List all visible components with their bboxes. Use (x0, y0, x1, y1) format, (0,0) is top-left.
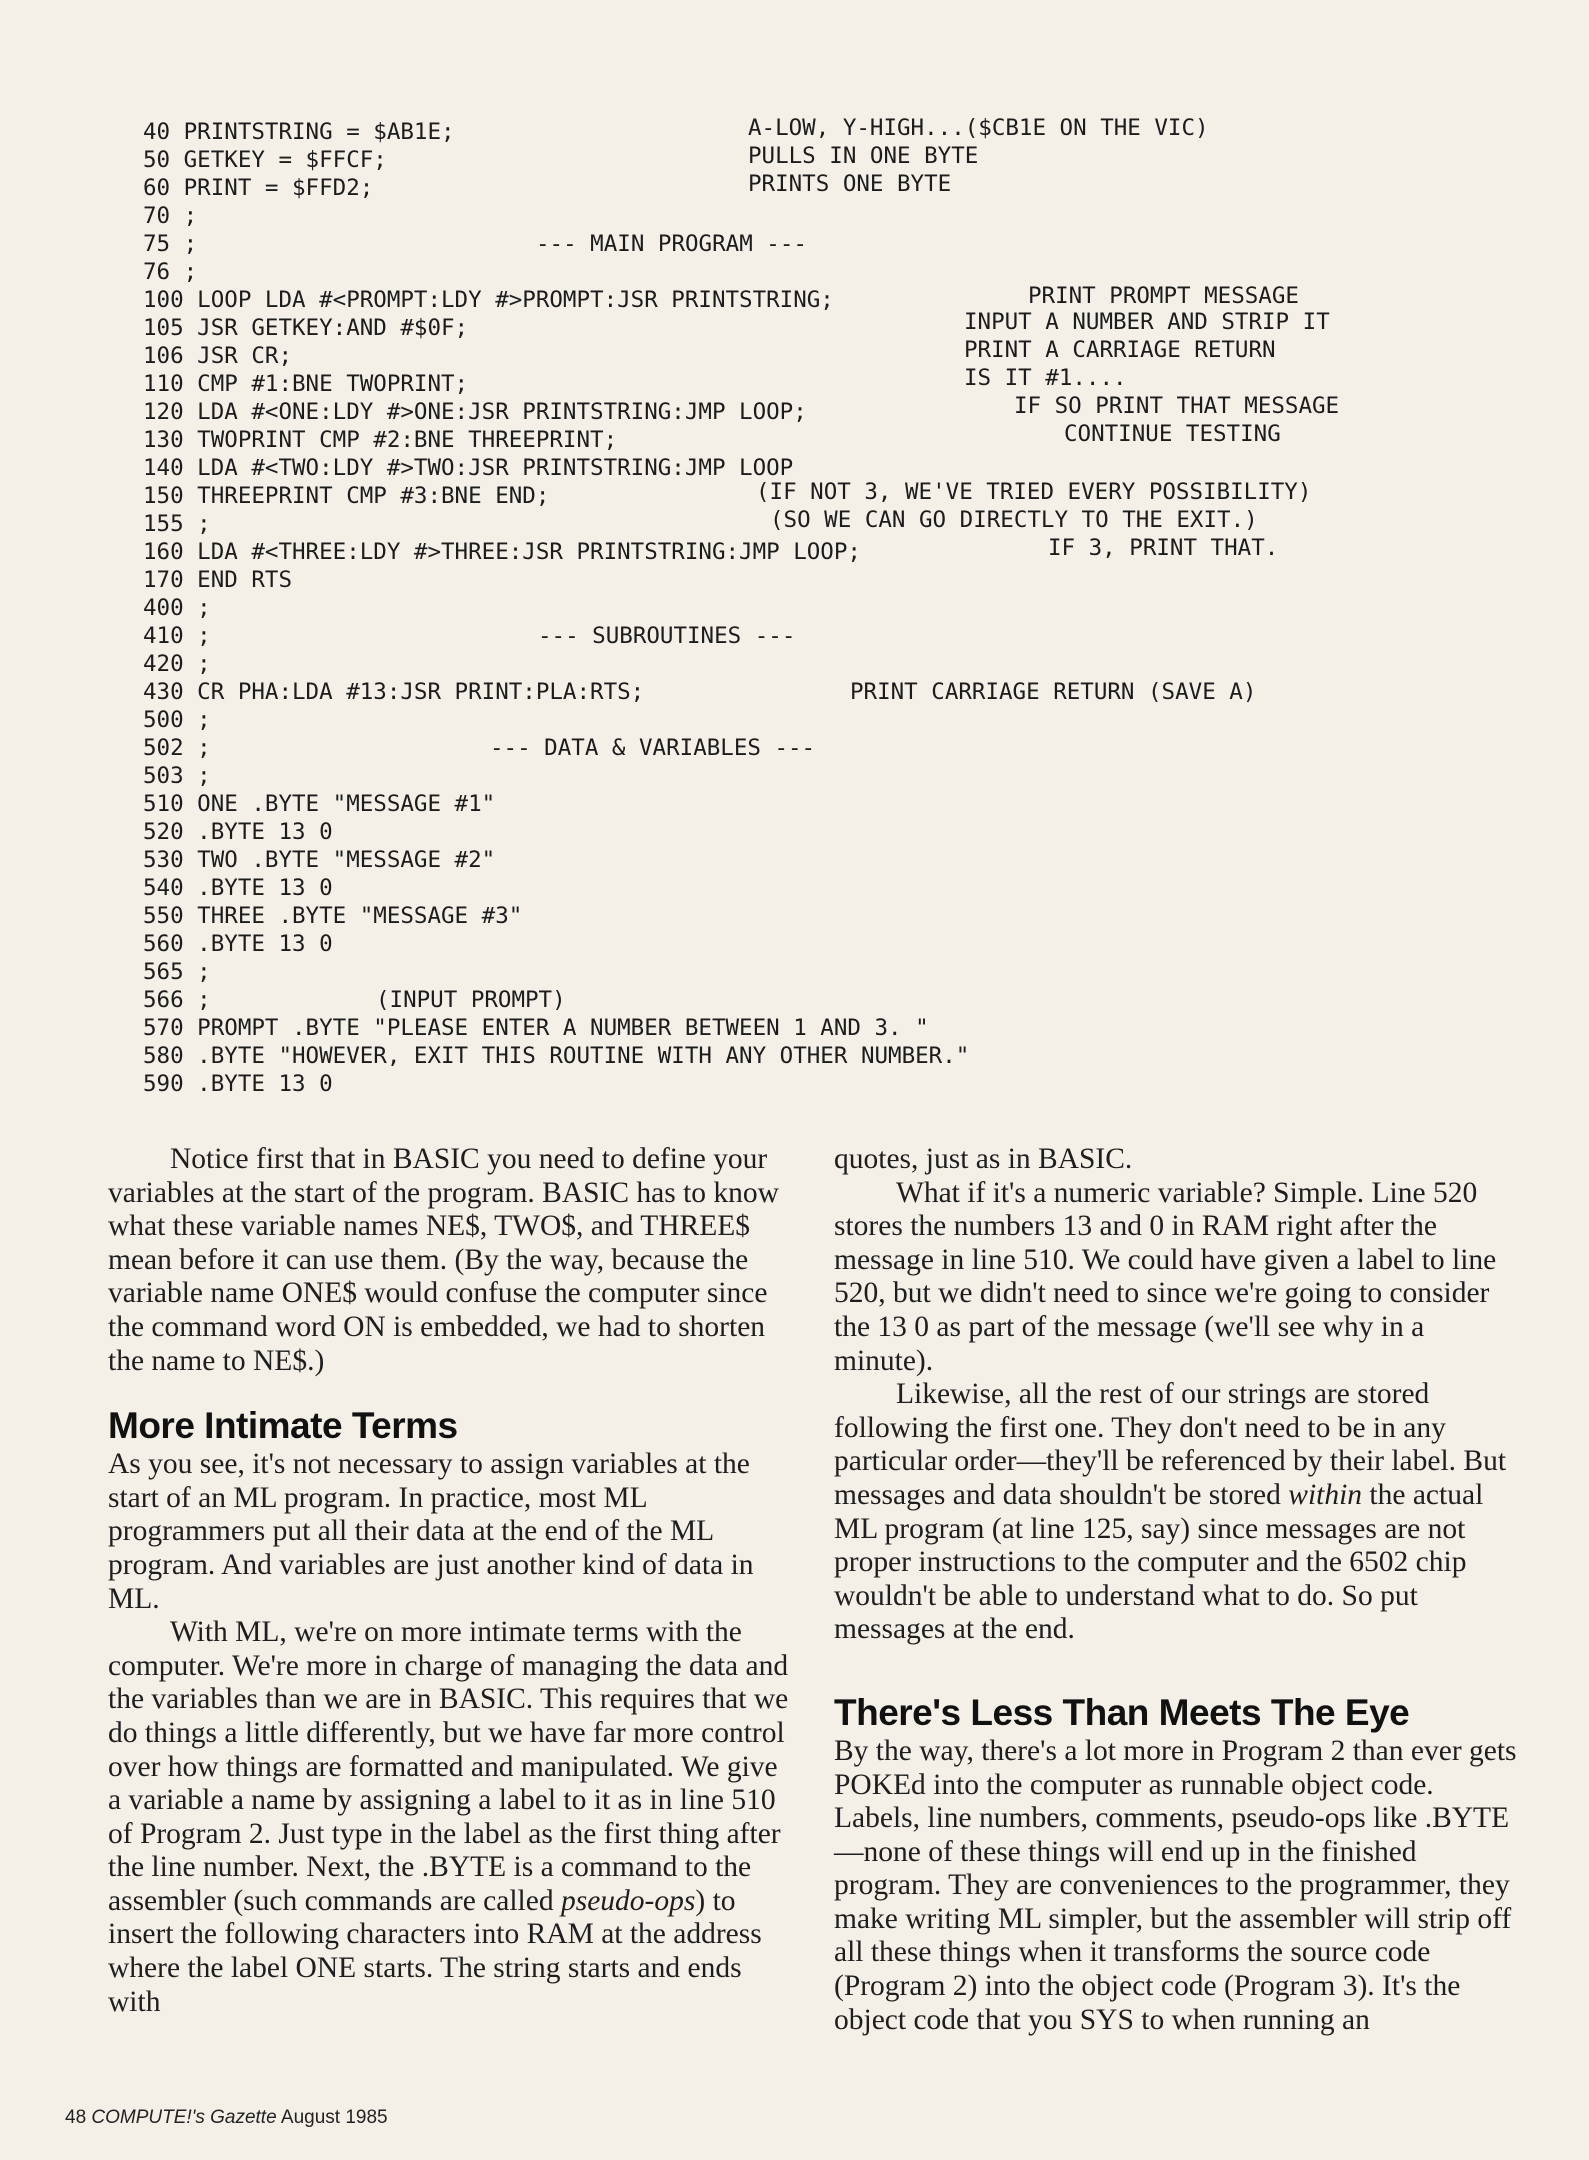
text-run: the actual ML program (at line 125, say) since messages are not proper instructions to the computer and the 6502 chip wouldn't be able to understand what to do. So put messages at the end. (834, 1478, 1484, 1646)
code-line: 590 .BYTE 13 0 (143, 1071, 333, 1097)
issue-date: August 1985 (280, 2107, 388, 2128)
code-comment: PULLS IN ONE BYTE (748, 143, 979, 169)
emphasis-pseudo-ops: pseudo-ops (560, 1884, 696, 1917)
article-column-right (834, 1143, 1524, 2037)
code-comment: (INPUT PROMPT) (376, 987, 566, 1013)
code-comment: (IF NOT 3, WE'VE TRIED EVERY POSSIBILITY) (756, 479, 1312, 505)
code-line: 530 TWO .BYTE "MESSAGE #2" (143, 847, 496, 873)
code-comment: IF SO PRINT THAT MESSAGE (1014, 393, 1340, 419)
code-comment: PRINT CARRIAGE RETURN (SAVE A) (850, 679, 1257, 705)
code-line: 140 LDA #<TWO:LDY #>TWO:JSR PRINTSTRING:JMP LOOP (143, 455, 794, 481)
code-line: 76 ; (143, 259, 198, 285)
section-header-data-variables: --- DATA & VARIABLES --- (490, 735, 816, 761)
code-line: 105 JSR GETKEY:AND #$0F; (143, 315, 469, 341)
code-line: 430 CR PHA:LDA #13:JSR PRINT:PLA:RTS; (143, 679, 645, 705)
code-comment: A-LOW, Y-HIGH...($CB1E ON THE VIC) (748, 115, 1209, 141)
paragraph (834, 1378, 1524, 1647)
code-line: 130 TWOPRINT CMP #2:BNE THREEPRINT; (143, 427, 618, 453)
code-line: 502 ; (143, 735, 211, 761)
page-number: 48 (65, 2107, 87, 2128)
paragraph: By the way, there's a lot more in Program 2 than ever gets POKEd into the computer as runnable object code. Labels, line numbers, comments, pseudo-ops like .BYTE—none of these things will end up in the finished program. They are conveniences to the programmer, they make writing ML simpler, but the assembler will strip off all these things when it transforms the source code (Program 2) into the object code (Program 3). It's the object code that you SYS to when running an (834, 1734, 1517, 2036)
paragraph (108, 1616, 798, 2019)
code-line: 120 LDA #<ONE:LDY #>ONE:JSR PRINTSTRING:JMP LOOP; (143, 399, 807, 425)
code-line: 540 .BYTE 13 0 (143, 875, 333, 901)
code-line: 520 .BYTE 13 0 (143, 819, 333, 845)
code-comment: IS IT #1.... (964, 365, 1127, 391)
text-run: With ML, we're on more intimate terms with the computer. We're more in charge of managing the data and the variables than we are in BASIC. This requires that we do things a little differently, but we have far more control over how things are formatted and manipulated. We give a variable a name by assigning a label to it as in line 510 of Program 2. Just type in the label as the first thing after the line number. Next, the .BYTE is a command to the assembler (such commands are called (108, 1616, 789, 1917)
code-comment: PRINT PROMPT MESSAGE (1028, 283, 1299, 309)
code-line: 75 ; (143, 231, 198, 257)
code-line: 150 THREEPRINT CMP #3:BNE END; (143, 483, 550, 509)
text-run: Likewise, all the rest of our strings are stored following the first one. They don't need to be in any particular order—they'll be referenced by their label. But messages and data shouldn't be stored (834, 1378, 1507, 1511)
code-line: 410 ; (143, 623, 211, 649)
code-line: 110 CMP #1:BNE TWOPRINT; (143, 371, 469, 397)
code-line: 50 GETKEY = $FFCF; (143, 147, 387, 173)
code-line: 570 PROMPT .BYTE "PLEASE ENTER A NUMBER BETWEEN 1 AND 3. " (143, 1015, 929, 1041)
paragraph: What if it's a numeric variable? Simple. Line 520 stores the numbers 13 and 0 in RAM right after the message in line 510. We could have given a label to line 520, but we didn't need to since we're going to consider the 13 0 as part of the message (we'll see why in a minute). (834, 1176, 1497, 1377)
code-line: 60 PRINT = $FFD2; (143, 175, 374, 201)
code-line: 580 .BYTE "HOWEVER, EXIT THIS ROUTINE WITH ANY OTHER NUMBER." (143, 1043, 970, 1069)
code-line: 160 LDA #<THREE:LDY #>THREE:JSR PRINTSTRING:JMP LOOP; (143, 539, 861, 565)
code-line: 500 ; (143, 707, 211, 733)
code-comment: INPUT A NUMBER AND STRIP IT (964, 309, 1330, 335)
paragraph: Notice first that in BASIC you need to define your variables at the start of the program. BASIC has to know what these variable names NE$, TWO$, and THREE$ mean before it can use them. (By the way, because the variable name ONE$ would confuse the computer since the command word ON is embedded, we had to shorten the name to NE$.) (108, 1143, 779, 1377)
code-line: 40 PRINTSTRING = $AB1E; (143, 119, 455, 145)
code-line: 550 THREE .BYTE "MESSAGE #3" (143, 903, 523, 929)
code-line: 70 ; (143, 203, 198, 229)
code-comment: IF 3, PRINT THAT. (1048, 535, 1279, 561)
paragraph: quotes, just as in BASIC. (834, 1143, 1133, 1175)
section-heading-less-than-meets-eye: There's Less Than Meets The Eye (834, 1691, 1410, 1733)
code-comment: (SO WE CAN GO DIRECTLY TO THE EXIT.) (770, 507, 1258, 533)
section-header-subroutines: --- SUBROUTINES --- (538, 623, 796, 649)
code-comment: CONTINUE TESTING (1064, 421, 1281, 447)
article-column-left (108, 1143, 798, 2019)
code-line: 106 JSR CR; (143, 343, 293, 369)
code-line: 510 ONE .BYTE "MESSAGE #1" (143, 791, 496, 817)
code-line: 420 ; (143, 651, 211, 677)
page-footer (65, 2107, 388, 2129)
section-heading-intimate-terms: More Intimate Terms (108, 1405, 458, 1447)
emphasis-within: within (1288, 1478, 1363, 1511)
code-line: 100 LOOP LDA #<PROMPT:LDY #>PROMPT:JSR PRINTSTRING; (143, 287, 834, 313)
text-run: ) to insert the following characters into RAM at the address where the label ONE starts. The string starts and ends with (108, 1884, 762, 2018)
code-comment: PRINT A CARRIAGE RETURN (964, 337, 1276, 363)
code-line: 170 END RTS (143, 567, 293, 593)
code-line: 565 ; (143, 959, 211, 985)
code-line: 566 ; (143, 987, 211, 1013)
section-header-main-program: --- MAIN PROGRAM --- (536, 231, 807, 257)
code-line: 560 .BYTE 13 0 (143, 931, 333, 957)
publication-name: COMPUTE!'s Gazette (91, 2107, 277, 2128)
code-line: 400 ; (143, 595, 211, 621)
code-comment: PRINTS ONE BYTE (748, 171, 952, 197)
code-line: 503 ; (143, 763, 211, 789)
paragraph: As you see, it's not necessary to assign variables at the start of an ML program. In practice, most ML programmers put all their data at the end of the ML program. And variables are just another kind of data in ML. (108, 1448, 754, 1615)
code-line: 155 ; (143, 511, 211, 537)
